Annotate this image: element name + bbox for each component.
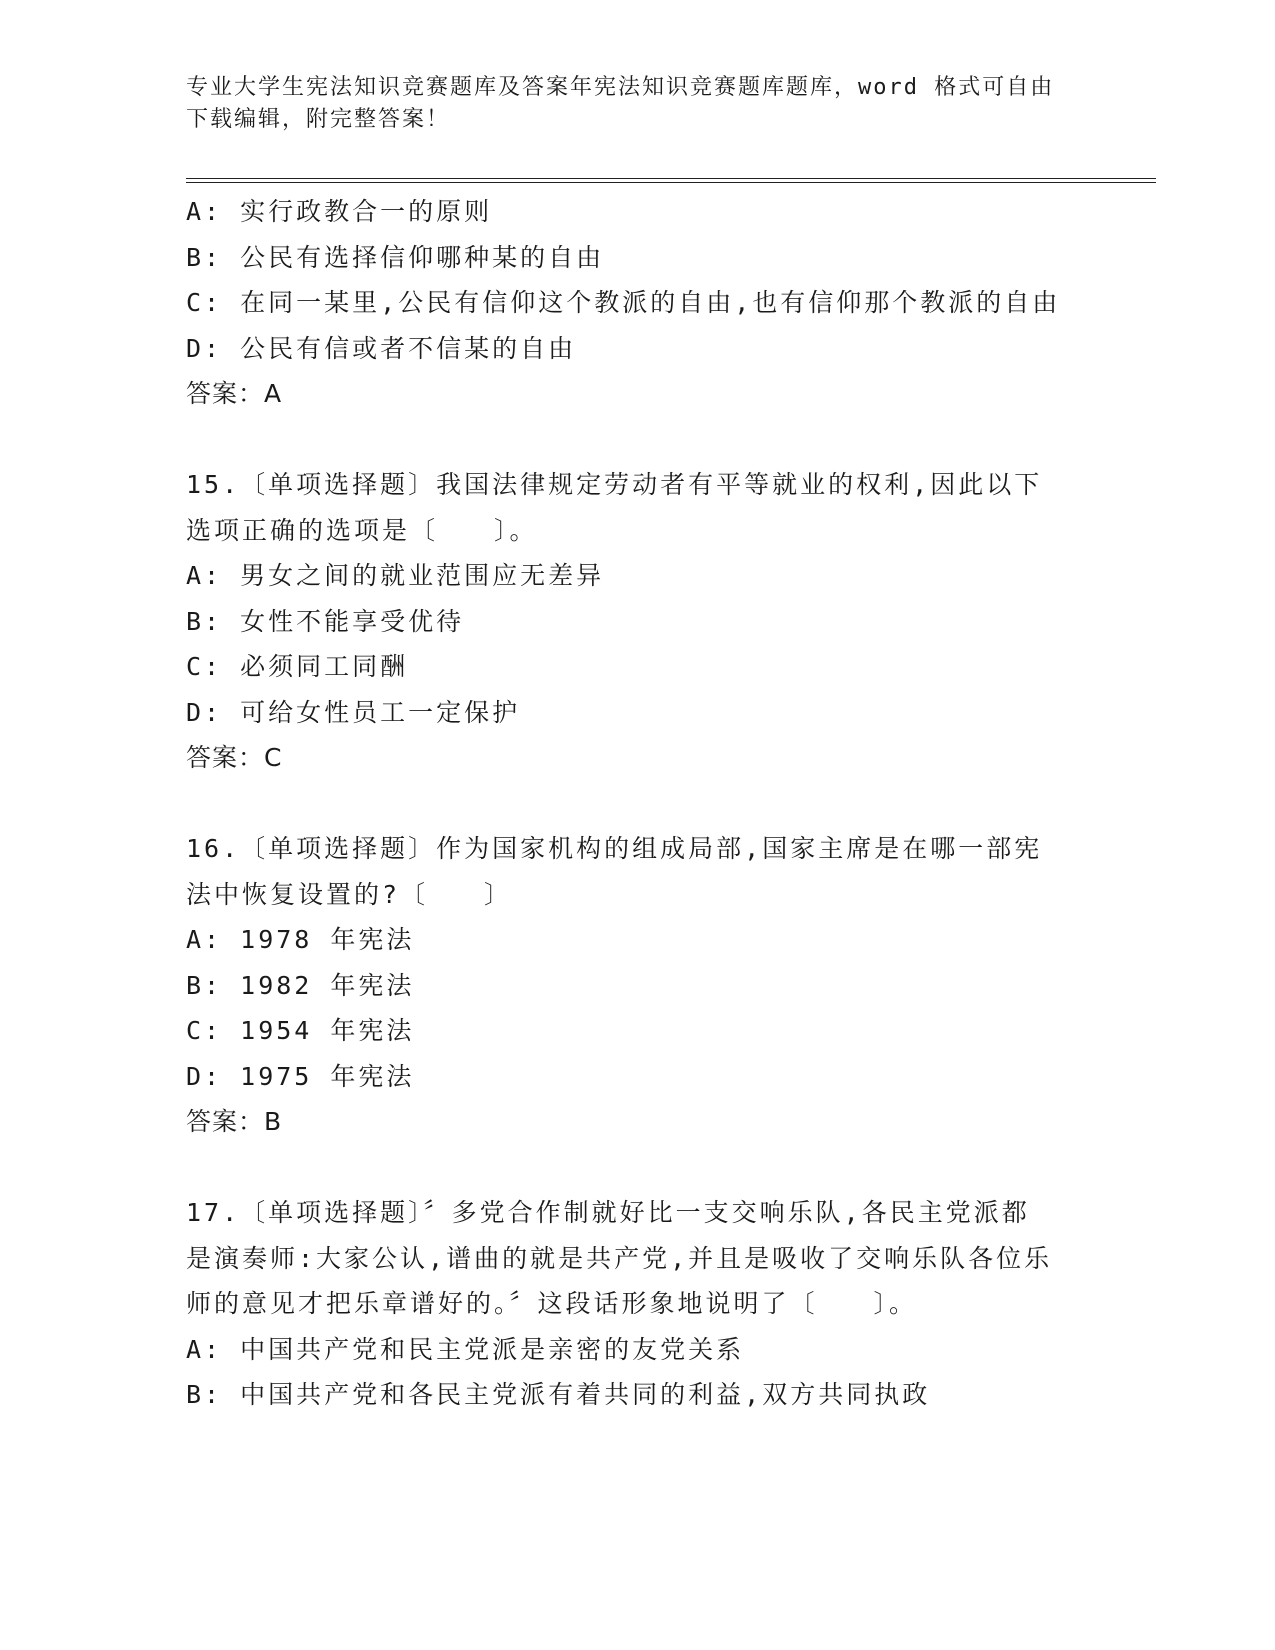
question-17 (186, 1190, 1086, 1418)
option-c: C: 必须同工同酬 (186, 652, 409, 681)
spacer (186, 1145, 1086, 1191)
question-15 (186, 462, 1086, 781)
option-d: D: 1975 年宪法 (186, 1061, 415, 1091)
option-d: D: 公民有信或者不信某的自由 (186, 333, 577, 363)
header-line-1: 专业大学生宪法知识竞赛题库及答案年宪法知识竞赛题库题库，word 格式可自由 (186, 75, 1055, 100)
question-stem-line: 师的意见才把乐章谱好的。〞这段话形象地说明了〔 〕。 (186, 1289, 918, 1318)
question-stem-line: 选项正确的选项是〔 〕。 (186, 515, 538, 545)
answer-line: 答案：B (186, 1107, 283, 1136)
question-14 (186, 189, 1086, 417)
spacer (186, 417, 1086, 463)
option-b: B: 中国共产党和各民主党派有着共同的利益,双方共同执政 (186, 1380, 931, 1409)
question-stem-line: 法中恢复设置的?〔 〕 (186, 879, 513, 909)
question-stem-line: 17.〔单项选择题〕〞多党合作制就好比一支交响乐队,各民主党派都 (186, 1198, 1030, 1227)
document-header (186, 72, 1066, 136)
answer-line: 答案：A (186, 379, 283, 408)
option-a: A: 实行政教合一的原则 (186, 197, 493, 226)
option-a: A: 男女之间的就业范围应无差异 (186, 561, 605, 590)
option-b: B: 女性不能享受优待 (186, 606, 465, 636)
header-divider (186, 178, 1156, 183)
spacer (186, 781, 1086, 827)
option-a: A: 中国共产党和民主党派是亲密的友党关系 (186, 1334, 745, 1364)
question-stem-line: 15.〔单项选择题〕我国法律规定劳动者有平等就业的权利,因此以下 (186, 470, 1043, 499)
header-line-2: 下载编辑，附完整答案！ (186, 107, 451, 132)
option-b: B: 公民有选择信仰哪种某的自由 (186, 242, 605, 272)
question-16 (186, 826, 1086, 1145)
option-a: A: 1978 年宪法 (186, 925, 415, 954)
document-body (186, 189, 1086, 1418)
option-d: D: 可给女性员工一定保护 (186, 697, 521, 727)
answer-line: 答案：C (186, 743, 283, 772)
question-stem-line: 是演奏师:大家公认,谱曲的就是共产党,并且是吸收了交响乐队各位乐 (186, 1243, 1053, 1273)
option-c: C: 1954 年宪法 (186, 1016, 415, 1045)
option-b: B: 1982 年宪法 (186, 970, 415, 1000)
option-c: C: 在同一某里,公民有信仰这个教派的自由,也有信仰那个教派的自由 (186, 288, 1061, 317)
question-stem-line: 16.〔单项选择题〕作为国家机构的组成局部,国家主席是在哪一部宪 (186, 834, 1043, 863)
